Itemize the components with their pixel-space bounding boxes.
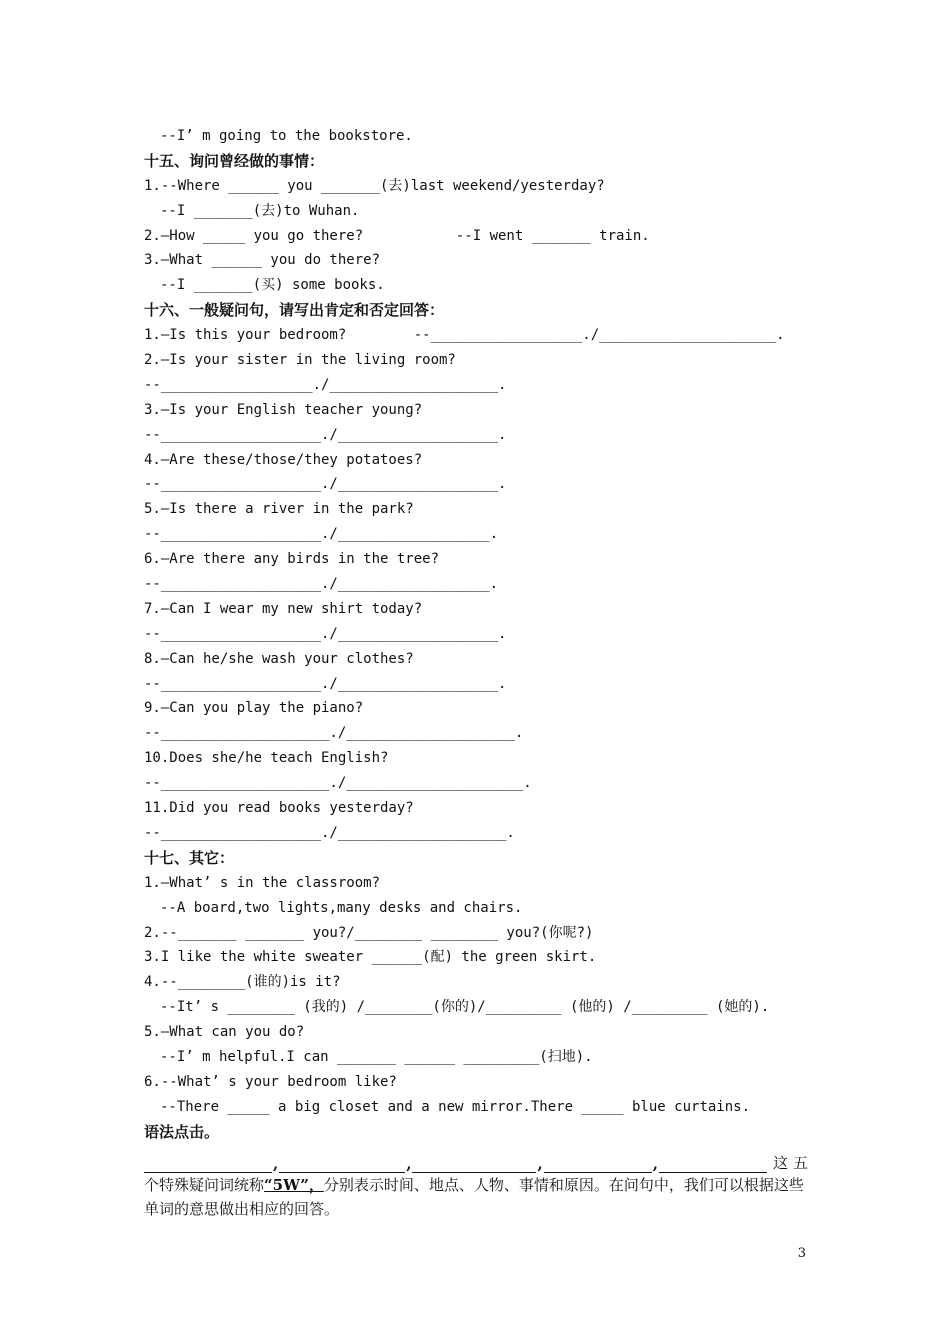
comma: ,: [273, 1154, 279, 1173]
grammar-blanks-line: [144, 1145, 814, 1173]
exercise-line: 10.Does she/he teach English?: [144, 750, 389, 767]
exercise-line: --It’ s ________ (我的) /________(你的)/_________ (他的) /_________ (她的).: [160, 999, 770, 1016]
comma: ,: [537, 1154, 543, 1173]
blank-2[interactable]: [279, 1154, 405, 1173]
exercise-line: 4.—Are these/those/they potatoes?: [144, 451, 423, 468]
exercise-line: 6.—Are there any birds in the tree?: [144, 551, 440, 568]
exercise-lines: [144, 124, 814, 1145]
exercise-line: 11.Did you read books yesterday?: [144, 800, 414, 817]
exercise-line: 5.—What can you do?: [144, 1024, 305, 1041]
blank-3[interactable]: [412, 1154, 536, 1173]
exercise-line: --There _____ a big closet and a new mirror.There _____ blue curtains.: [160, 1098, 751, 1115]
exercise-line: --___________________./___________________.: [144, 476, 507, 493]
exercise-line: 6.--What’ s your bedroom like?: [144, 1073, 397, 1090]
exercise-line: --I’ m going to the bookstore.: [160, 128, 413, 144]
grammar-paragraph: [144, 1173, 808, 1221]
section-heading: 语法点击。: [144, 1122, 220, 1141]
blank-4[interactable]: [544, 1154, 652, 1173]
exercise-line: --___________________./___________________.: [144, 675, 507, 692]
exercise-line: --___________________./__________________.: [144, 576, 499, 593]
exercise-line: 1.—What’ s in the classroom?: [144, 874, 381, 891]
exercise-line: --I _______(去)to Wuhan.: [160, 202, 360, 219]
comma: ,: [406, 1154, 412, 1173]
comma: ,: [652, 1154, 658, 1173]
exercise-line: 5.—Is there a river in the park?: [144, 501, 414, 518]
exercise-line: 8.—Can he/she wash your clothes?: [144, 650, 414, 667]
exercise-line: 1.--Where ______ you _______(去)last weekend/yesterday?: [144, 177, 605, 194]
exercise-line: --I’ m helpful.I can _______ ______ _________(扫地).: [160, 1048, 593, 1065]
exercise-line: --I _______(买) some books.: [160, 277, 385, 294]
section-heading: 十七、其它：: [144, 848, 235, 867]
worksheet-content: [144, 124, 814, 1221]
exercise-line: --___________________./___________________.: [144, 625, 507, 642]
para-after: 分别表示时间、地点、人物、事情和原因。在问句中，我们可以根据这些单词的意思做出相应的回答。: [144, 1175, 804, 1218]
exercise-line: 2.—Is your sister in the living room?: [144, 352, 456, 369]
exercise-line: 3.—Is your English teacher young?: [144, 401, 423, 418]
page-number: 3: [797, 1246, 806, 1261]
exercise-line: 7.—Can I wear my new shirt today?: [144, 600, 423, 617]
exercise-line: 9.—Can you play the piano?: [144, 700, 364, 717]
exercise-line: 4.--________(谁的)is it?: [144, 974, 341, 991]
exercise-line: --__________________./____________________.: [144, 376, 507, 393]
exercise-line: 2.--_______ _______ you?/________ ________ you?(你呢?): [144, 924, 594, 941]
exercise-line: 3.I like the white sweater ______(配) the green skirt.: [144, 949, 597, 966]
section-heading: 十五、询问曾经做的事情：: [144, 151, 325, 170]
para-before: 个特殊疑问词统称: [144, 1175, 265, 1194]
exercise-line: --___________________./____________________.: [144, 824, 515, 841]
exercise-line: 2.—How _____ you go there? --I went _______ train.: [144, 227, 650, 244]
exercise-line: 3.—What ______ you do there?: [144, 252, 381, 269]
blank-5[interactable]: [659, 1154, 767, 1173]
exercise-line: --A board,two lights,many desks and chairs.: [160, 899, 523, 916]
grammar-tail: 这五: [772, 1153, 813, 1172]
exercise-line: --___________________./___________________.: [144, 426, 507, 443]
exercise-line: 1.—Is this your bedroom? --__________________./_____________________.: [144, 327, 785, 344]
exercise-line: --___________________./__________________.: [144, 526, 499, 543]
blank-1[interactable]: [144, 1154, 272, 1173]
exercise-line: --____________________./_____________________.: [144, 775, 532, 792]
exercise-line: --____________________./____________________.: [144, 725, 524, 742]
section-heading: 十六、一般疑问句，请写出肯定和否定回答：: [144, 301, 445, 320]
five-w-term: “5W”，: [264, 1175, 324, 1194]
